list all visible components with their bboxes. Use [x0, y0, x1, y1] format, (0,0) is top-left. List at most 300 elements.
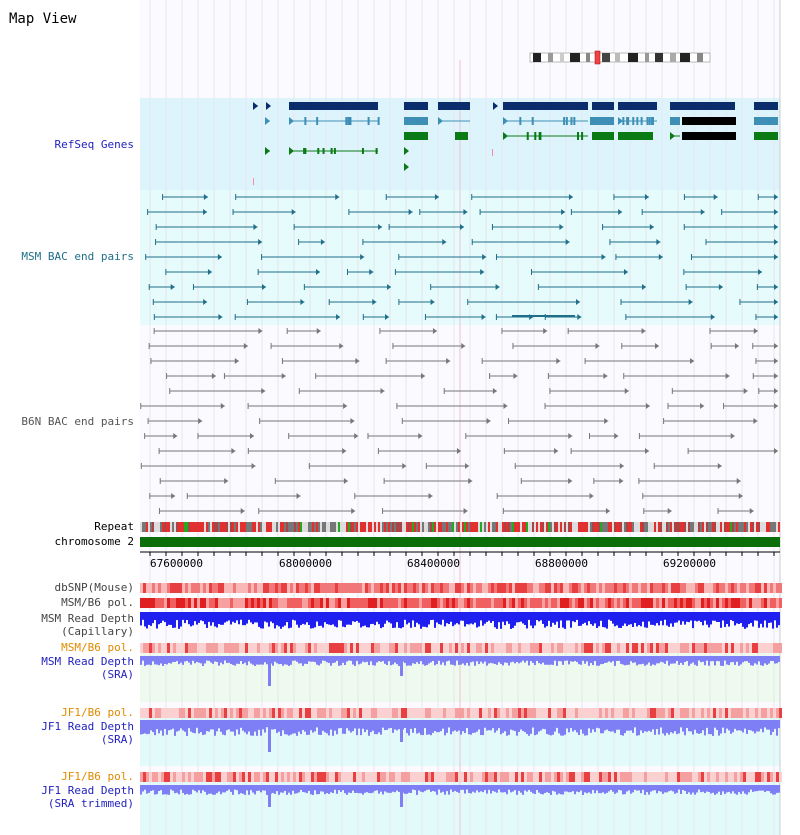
polymorphism-cell: [554, 643, 557, 653]
read-depth-bar: [476, 785, 478, 790]
read-depth-bar: [144, 612, 146, 626]
read-depth-bar: [170, 612, 172, 625]
read-depth-bar: [698, 656, 700, 661]
read-depth-bar: [684, 785, 686, 791]
polymorphism-cell: [440, 583, 443, 593]
polymorphism-cell: [683, 708, 686, 718]
read-depth-bar: [510, 720, 512, 730]
read-depth-bar: [258, 612, 260, 627]
read-depth-bar: [324, 720, 326, 732]
read-depth-bar: [600, 785, 602, 793]
read-depth-bar: [544, 785, 546, 793]
read-depth-bar: [508, 720, 510, 735]
read-depth-bar: [252, 612, 254, 624]
polymorphism-cell: [161, 643, 164, 653]
axis-tick-label: 68400000: [407, 557, 460, 570]
polymorphism-cell: [752, 598, 755, 608]
repeat-element: [538, 522, 540, 532]
polymorphism-cell: [581, 708, 584, 718]
read-depth-bar: [750, 656, 752, 665]
polymorphism-cell: [365, 772, 368, 782]
polymorphism-cell: [497, 643, 500, 653]
read-depth-bar: [252, 720, 254, 736]
read-depth-bar: [370, 785, 372, 793]
read-depth-bar: [274, 720, 276, 729]
read-depth-bar: [226, 612, 228, 621]
read-depth-bar: [334, 656, 336, 663]
read-depth-bar: [670, 720, 672, 732]
polymorphism-cell: [575, 708, 578, 718]
polymorphism-cell: [614, 643, 617, 653]
read-depth-bar: [526, 785, 528, 792]
polymorphism-cell: [578, 583, 581, 593]
polymorphism-cell: [707, 643, 710, 653]
read-depth-bar: [556, 720, 558, 728]
read-depth-bar: [382, 612, 384, 627]
polymorphism-cell: [569, 583, 572, 593]
polymorphism-cell: [293, 583, 296, 593]
polymorphism-cell: [776, 643, 779, 653]
polymorphism-cell: [584, 772, 587, 782]
read-depth-bar: [740, 785, 742, 794]
read-depth-bar: [682, 720, 684, 732]
read-depth-bar: [232, 720, 234, 732]
read-depth-bar: [740, 656, 742, 664]
read-depth-bar: [240, 785, 242, 793]
read-depth-bar: [154, 720, 156, 735]
read-depth-bar: [634, 785, 636, 790]
polymorphism-cell: [254, 583, 257, 593]
polymorphism-cell: [737, 772, 740, 782]
polymorphism-cell: [431, 598, 434, 608]
polymorphism-cell: [554, 772, 557, 782]
polymorphism-cell: [410, 772, 413, 782]
read-depth-bar: [372, 785, 374, 793]
polymorphism-cell: [650, 598, 653, 608]
polymorphism-cell: [623, 598, 626, 608]
polymorphism-cell: [650, 643, 653, 653]
read-depth-bar: [386, 720, 388, 730]
read-depth-bar: [252, 656, 254, 665]
read-depth-bar: [212, 785, 214, 795]
polymorphism-cell: [518, 772, 521, 782]
read-depth-bar: [476, 612, 478, 628]
read-depth-bar: [678, 785, 680, 790]
polymorphism-cell: [386, 598, 389, 608]
read-depth-bar: [346, 612, 348, 625]
polymorphism-cell: [542, 598, 545, 608]
read-depth-bar: [550, 720, 552, 735]
read-depth-bar: [444, 720, 446, 735]
read-depth-bar: [202, 656, 204, 666]
read-depth-bar: [296, 612, 298, 625]
polymorphism-cell: [419, 772, 422, 782]
repeat-element: [712, 522, 714, 532]
read-depth-bar: [166, 656, 168, 664]
read-depth-bar: [214, 612, 216, 626]
polymorphism-cell: [140, 772, 143, 782]
read-depth-bar: [634, 612, 636, 623]
read-depth-bar: [450, 612, 452, 622]
polymorphism-cell: [170, 643, 173, 653]
repeat-element: [530, 522, 532, 532]
repeat-element: [592, 522, 594, 532]
read-depth-bar: [476, 720, 478, 732]
polymorphism-cell: [140, 598, 143, 608]
polymorphism-cell: [635, 772, 638, 782]
read-depth-bar: [178, 656, 180, 664]
repeat-element: [662, 522, 664, 532]
read-depth-bar: [618, 656, 620, 661]
repeat-element: [458, 522, 460, 532]
gene-exon: [532, 117, 534, 125]
repeat-element: [588, 522, 590, 532]
read-depth-bar: [724, 720, 726, 733]
polymorphism-cell: [701, 643, 704, 653]
polymorphism-cell: [599, 583, 602, 593]
read-depth-bar: [376, 785, 378, 790]
polymorphism-cell: [320, 643, 323, 653]
polymorphism-cell: [752, 643, 755, 653]
read-depth-bar: [662, 720, 664, 733]
read-depth-bar: [658, 656, 660, 663]
polymorphism-cell: [359, 708, 362, 718]
polymorphism-cell: [302, 708, 305, 718]
polymorphism-cell: [179, 643, 182, 653]
read-depth-bar: [496, 656, 498, 665]
polymorphism-cell: [548, 583, 551, 593]
read-depth-bar: [300, 656, 302, 663]
polymorphism-cell: [200, 583, 203, 593]
polymorphism-cell: [725, 583, 728, 593]
read-depth-bar: [670, 785, 672, 791]
read-depth-bar: [490, 785, 492, 793]
read-depth-bar: [332, 720, 334, 736]
polymorphism-cell: [626, 772, 629, 782]
polymorphism-cell: [335, 772, 338, 782]
repeat-element: [320, 522, 322, 532]
read-depth-bar: [736, 720, 738, 731]
polymorphism-cell: [362, 708, 365, 718]
polymorphism-cell: [416, 708, 419, 718]
read-depth-bar: [564, 612, 566, 629]
read-depth-bar: [210, 656, 212, 662]
repeat-element: [144, 522, 146, 532]
read-depth-bar: [362, 656, 364, 662]
polymorphism-cell: [296, 583, 299, 593]
read-depth-bar: [456, 656, 458, 661]
read-depth-bar: [258, 785, 260, 791]
polymorphism-cell: [596, 708, 599, 718]
read-depth-bar: [142, 720, 144, 734]
read-depth-bar: [422, 720, 424, 735]
read-depth-bar: [286, 720, 288, 735]
repeat-element: [180, 522, 182, 532]
gene-exon-block: [503, 102, 588, 110]
repeat-element: [554, 522, 556, 532]
read-depth-bar: [182, 785, 184, 793]
read-depth-bar: [502, 612, 504, 622]
read-depth-bar: [336, 785, 338, 794]
polymorphism-cell: [437, 643, 440, 653]
read-depth-bar: [150, 785, 152, 791]
repeat-element: [574, 522, 576, 532]
polymorphism-cell: [566, 598, 569, 608]
polymorphism-cell: [641, 772, 644, 782]
read-depth-bar: [702, 656, 704, 662]
read-depth-bar: [544, 656, 546, 665]
read-depth-bar: [450, 720, 452, 734]
repeat-element: [776, 522, 778, 532]
polymorphism-cell: [395, 708, 398, 718]
read-depth-bar: [470, 720, 472, 735]
read-depth-bar: [528, 612, 530, 620]
repeat-element: [562, 522, 564, 532]
read-depth-spike: [400, 785, 403, 807]
read-depth-bar: [406, 656, 408, 666]
polymorphism-cell: [314, 583, 317, 593]
polymorphism-cell: [452, 708, 455, 718]
polymorphism-cell: [164, 708, 167, 718]
polymorphism-cell: [149, 643, 152, 653]
read-depth-bar: [296, 656, 298, 662]
read-depth-bar: [410, 785, 412, 793]
read-depth-bar: [776, 656, 778, 663]
polymorphism-cell: [614, 583, 617, 593]
polymorphism-cell: [473, 583, 476, 593]
polymorphism-cell: [332, 708, 335, 718]
read-depth-bar: [272, 656, 274, 666]
axis-tick-label: 69200000: [663, 557, 716, 570]
read-depth-bar: [578, 720, 580, 735]
polymorphism-cell: [632, 583, 635, 593]
read-depth-bar: [610, 656, 612, 662]
polymorphism-cell: [191, 772, 194, 782]
repeat-element: [430, 522, 432, 532]
polymorphism-cell: [230, 598, 233, 608]
polymorphism-cell: [515, 708, 518, 718]
repeat-element: [498, 522, 500, 532]
read-depth-bar: [160, 656, 162, 664]
polymorphism-cell: [584, 583, 587, 593]
polymorphism-cell: [725, 708, 728, 718]
polymorphism-cell: [512, 772, 515, 782]
read-depth-bar: [630, 785, 632, 794]
polymorphism-cell: [371, 708, 374, 718]
read-depth-bar: [574, 656, 576, 661]
read-depth-bar: [388, 656, 390, 661]
polymorphism-cell: [767, 598, 770, 608]
read-depth-bar: [552, 785, 554, 791]
read-depth-bar: [770, 656, 772, 661]
polymorphism-cell: [491, 643, 494, 653]
read-depth-bar: [692, 785, 694, 793]
polymorphism-cell: [317, 708, 320, 718]
polymorphism-cell: [167, 598, 170, 608]
msm-depth-sra-label-1: MSM Read Depth: [41, 655, 134, 668]
read-depth-bar: [300, 785, 302, 790]
read-depth-bar: [244, 720, 246, 732]
polymorphism-cell: [719, 598, 722, 608]
polymorphism-cell: [692, 772, 695, 782]
read-depth-bar: [194, 656, 196, 663]
read-depth-bar: [344, 612, 346, 627]
polymorphism-cell: [371, 583, 374, 593]
read-depth-bar: [278, 785, 280, 795]
read-depth-bar: [308, 785, 310, 791]
read-depth-bar: [452, 656, 454, 665]
read-depth-bar: [546, 785, 548, 792]
polymorphism-cell: [560, 598, 563, 608]
read-depth-bar: [396, 720, 398, 730]
read-depth-bar: [366, 656, 368, 662]
polymorphism-cell: [590, 772, 593, 782]
polymorphism-cell: [179, 708, 182, 718]
read-depth-bar: [458, 612, 460, 624]
read-depth-bar: [568, 720, 570, 732]
repeat-element: [676, 522, 678, 532]
read-depth-bar: [568, 612, 570, 620]
polymorphism-cell: [362, 583, 365, 593]
read-depth-bar: [294, 785, 296, 794]
read-depth-bar: [210, 612, 212, 626]
polymorphism-cell: [296, 708, 299, 718]
read-depth-bar: [686, 656, 688, 661]
read-depth-bar: [180, 612, 182, 627]
polymorphism-cell: [605, 643, 608, 653]
read-depth-bar: [424, 785, 426, 791]
polymorphism-cell: [674, 772, 677, 782]
polymorphism-cell: [401, 772, 404, 782]
read-depth-bar: [624, 612, 626, 624]
polymorphism-cell: [215, 643, 218, 653]
polymorphism-cell: [338, 598, 341, 608]
repeat-element: [548, 522, 550, 532]
read-depth-bar: [356, 785, 358, 793]
repeat-element: [716, 522, 718, 532]
polymorphism-cell: [350, 708, 353, 718]
read-depth-bar: [444, 656, 446, 665]
polymorphism-cell: [344, 643, 347, 653]
read-depth-bar: [758, 612, 760, 628]
polymorphism-cell: [614, 708, 617, 718]
read-depth-bar: [386, 785, 388, 792]
read-depth-bar: [562, 656, 564, 665]
repeat-element: [292, 522, 294, 532]
read-depth-bar: [178, 720, 180, 731]
polymorphism-cell: [152, 583, 155, 593]
read-depth-bar: [182, 720, 184, 730]
polymorphism-cell: [389, 583, 392, 593]
repeat-element: [550, 522, 552, 532]
polymorphism-cell: [665, 643, 668, 653]
read-depth-bar: [634, 656, 636, 662]
read-depth-bar: [144, 656, 146, 666]
read-depth-bar: [702, 720, 704, 730]
polymorphism-cell: [236, 643, 239, 653]
read-depth-bar: [444, 612, 446, 626]
polymorphism-cell: [761, 598, 764, 608]
polymorphism-cell: [731, 583, 734, 593]
polymorphism-cell: [173, 772, 176, 782]
read-depth-bar: [738, 785, 740, 792]
page-title: Map View: [9, 11, 77, 27]
read-depth-bar: [542, 612, 544, 624]
gene-exon: [577, 132, 579, 140]
polymorphism-cell: [500, 708, 503, 718]
read-depth-bar: [572, 785, 574, 791]
polymorphism-cell: [500, 598, 503, 608]
polymorphism-cell: [392, 643, 395, 653]
read-depth-bar: [384, 612, 386, 624]
read-depth-bar: [234, 785, 236, 790]
read-depth-bar: [654, 612, 656, 626]
read-depth-bar: [738, 720, 740, 730]
polymorphism-cell: [182, 643, 185, 653]
read-depth-bar: [730, 656, 732, 662]
repeat-element: [204, 522, 206, 532]
read-depth-bar: [198, 656, 200, 663]
read-depth-bar: [496, 612, 498, 629]
read-depth-bar: [578, 656, 580, 664]
read-depth-bar: [328, 785, 330, 794]
polymorphism-cell: [314, 598, 317, 608]
gene-exon: [317, 148, 319, 154]
repeat-element: [304, 522, 306, 532]
polymorphism-cell: [689, 598, 692, 608]
repeat-element: [264, 522, 266, 532]
read-depth-bar: [666, 656, 668, 661]
repeat-element: [254, 522, 256, 532]
read-depth-bar: [310, 656, 312, 662]
read-depth-bar: [348, 785, 350, 793]
read-depth-bar: [690, 785, 692, 795]
polymorphism-cell: [767, 643, 770, 653]
repeat-element: [258, 522, 260, 532]
polymorphism-cell: [470, 643, 473, 653]
read-depth-bar: [430, 720, 432, 735]
read-depth-bar: [194, 785, 196, 791]
polymorphism-cell: [158, 643, 161, 653]
polymorphism-cell: [668, 772, 671, 782]
polymorphism-cell: [461, 708, 464, 718]
read-depth-bar: [618, 612, 620, 628]
read-depth-bar: [538, 785, 540, 793]
repeat-element: [372, 522, 374, 532]
polymorphism-cell: [443, 598, 446, 608]
read-depth-bar: [456, 785, 458, 792]
read-depth-bar: [270, 612, 272, 622]
read-depth-bar: [764, 656, 766, 663]
read-depth-bar: [300, 612, 302, 625]
read-depth-bar: [766, 785, 768, 791]
polymorphism-cell: [713, 772, 716, 782]
polymorphism-cell: [353, 708, 356, 718]
polymorphism-cell: [608, 598, 611, 608]
read-depth-bar: [570, 720, 572, 728]
polymorphism-cell: [584, 598, 587, 608]
read-depth-bar: [554, 720, 556, 732]
read-depth-bar: [332, 656, 334, 663]
read-depth-bar: [500, 785, 502, 792]
repeat-element: [654, 522, 656, 532]
read-depth-bar: [590, 785, 592, 794]
read-depth-bar: [308, 656, 310, 661]
polymorphism-cell: [323, 643, 326, 653]
polymorphism-cell: [335, 643, 338, 653]
read-depth-bar: [166, 720, 168, 735]
read-depth-bar: [154, 785, 156, 795]
